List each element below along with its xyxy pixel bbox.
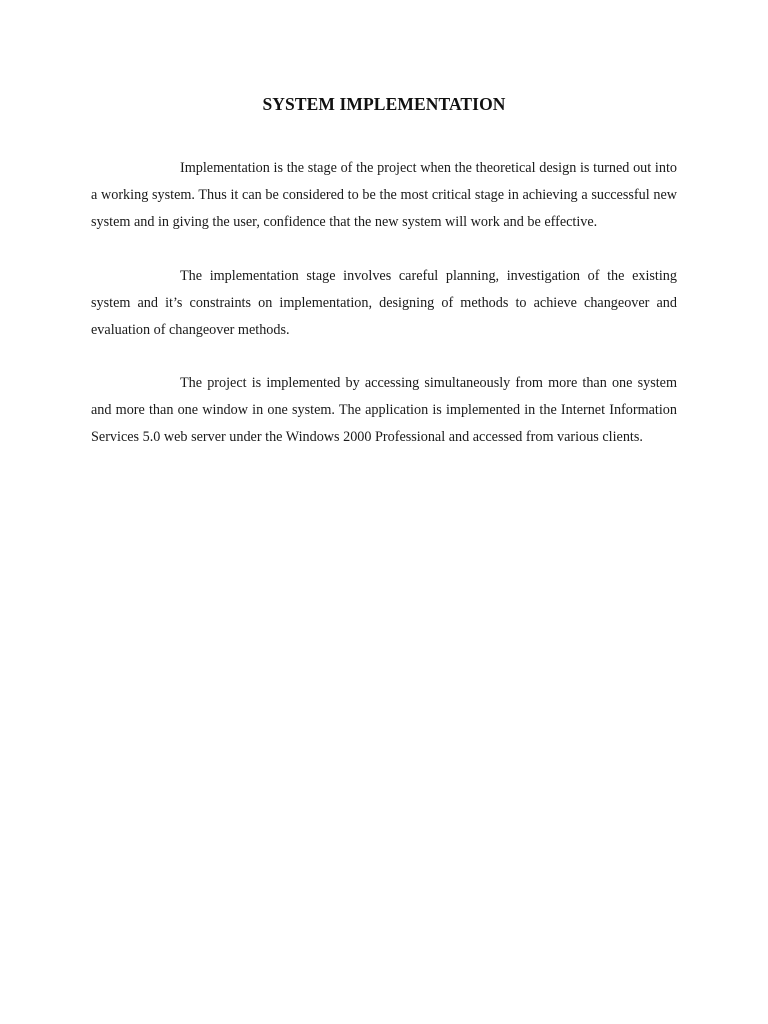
paragraph-intro: Implementation is the stage of the project when the theoretical design is turned out into a working system. Thus it can be considered to be the most critical stage in achieving a successful new system and in giving the user, confidence that the new system will work and be effective. — [91, 160, 677, 230]
page-title: SYSTEM IMPLEMENTATION — [262, 94, 506, 114]
document-body — [91, 155, 677, 478]
paragraph-deployment: The project is implemented by accessing simultaneously from more than one system and more than one window in one system. The application is implemented in the Internet Information Services 5.0 web server under the Windows 2000 Professional and accessed from various clients. — [91, 375, 677, 445]
paragraph-implementation-stage: The implementation stage involves careful planning, investigation of the existing system and it’s constraints on implementation, designing of methods to achieve changeover and evaluation of changeover methods. — [91, 267, 677, 338]
